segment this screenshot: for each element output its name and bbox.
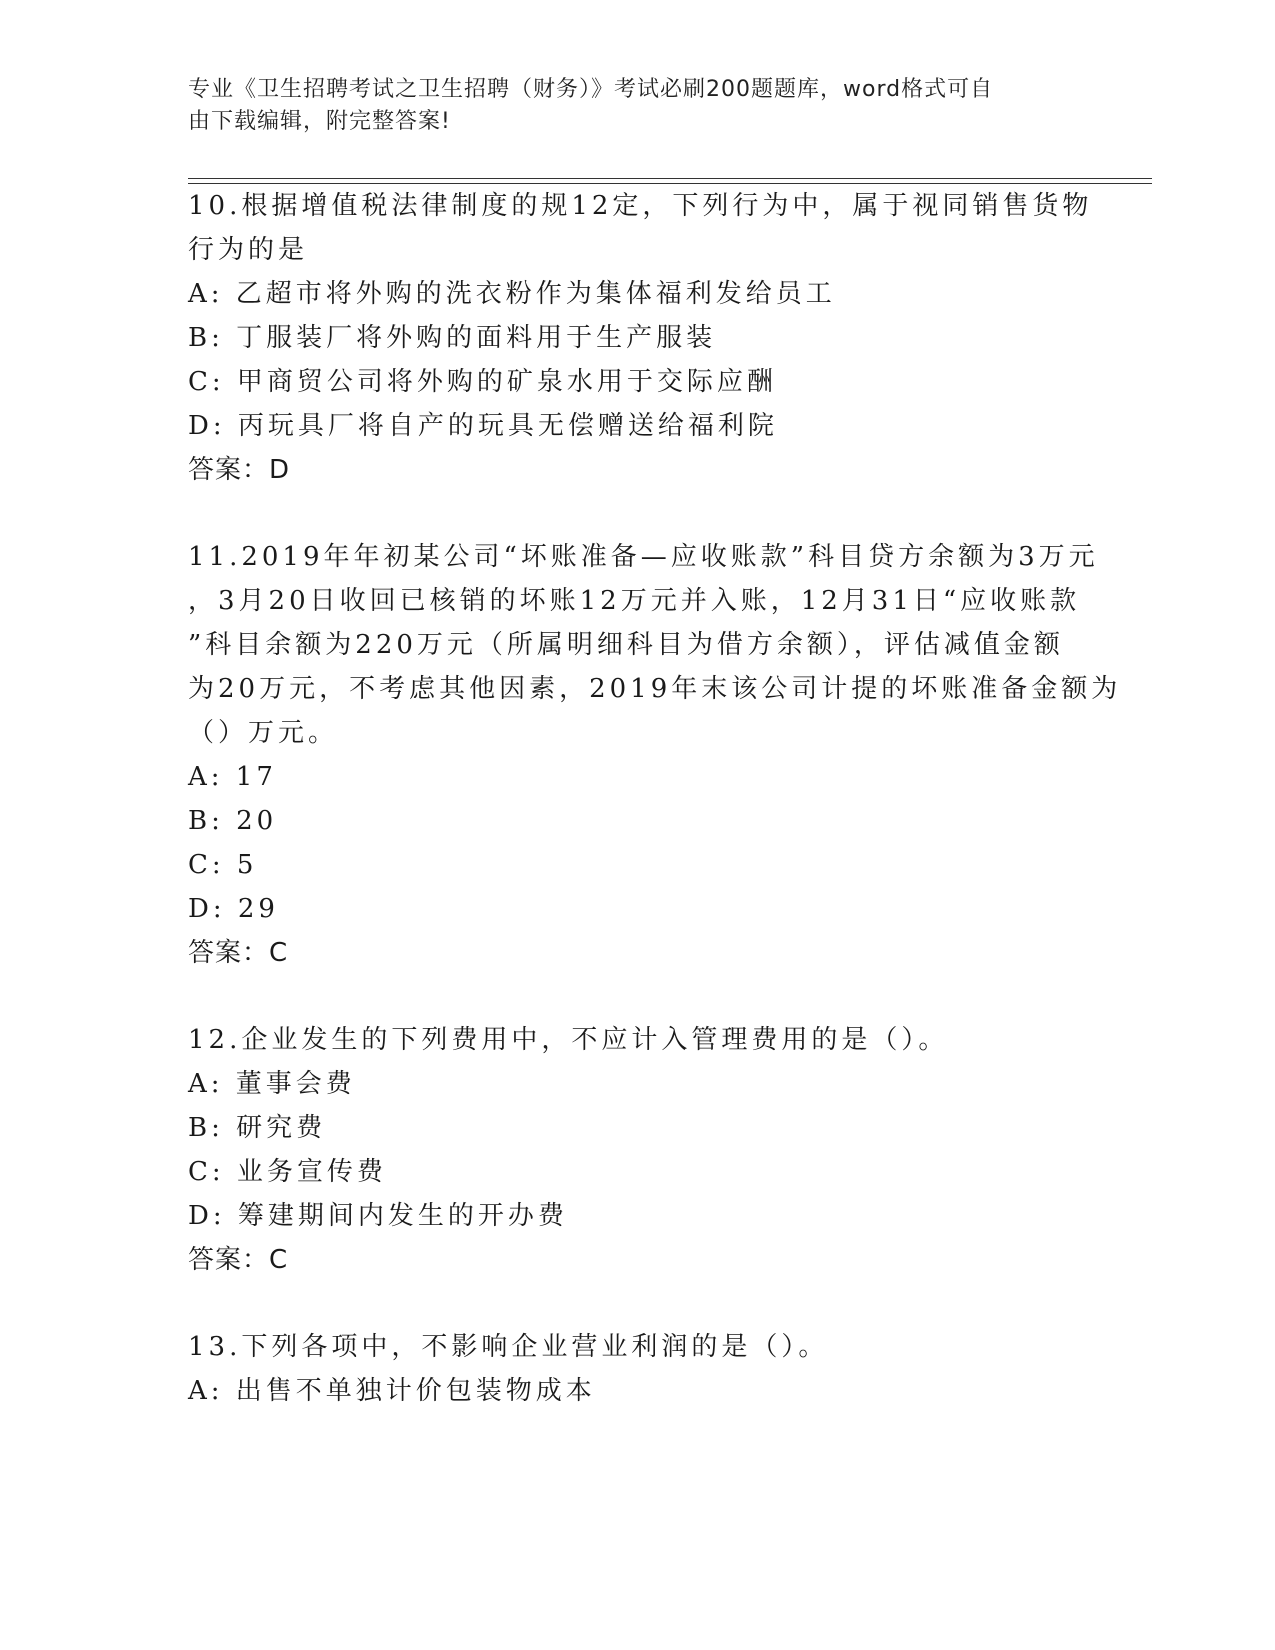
question-10-answer: 答案：D xyxy=(188,455,291,485)
question-11-stem-line-4: 为20万元，不考虑其他因素，2019年末该公司计提的坏账准备金额为 xyxy=(188,674,1122,704)
question-13-option-a: A: 出售不单独计价包装物成本 xyxy=(188,1376,596,1406)
question-10-option-b: B: 丁服装厂将外购的面料用于生产服装 xyxy=(188,323,717,353)
question-11-option-b: B: 20 xyxy=(188,806,278,836)
question-10-stem-line-1: 10.根据增值税法律制度的规12定，下列行为中，属于视同销售货物 xyxy=(188,191,1093,221)
question-13-stem-line-1: 13.下列各项中，不影响企业营业利润的是（）。 xyxy=(188,1332,829,1362)
question-11-stem-line-1: 11.2019年年初某公司“坏账准备—应收账款”科目贷方余额为3万元 xyxy=(188,542,1099,572)
question-11-answer: 答案：C xyxy=(188,938,289,968)
question-12-answer: 答案：C xyxy=(188,1245,289,1275)
header-line-1: 专业《卫生招聘考试之卫生招聘（财务）》考试必刷200题题库，word格式可自 xyxy=(188,77,994,102)
question-11-stem-line-2: ，3月20日收回已核销的坏账12万元并入账，12月31日“应收账款 xyxy=(188,586,1081,616)
question-11-option-a: A: 17 xyxy=(188,762,277,792)
header-divider-bottom xyxy=(188,183,1152,184)
header-line-2: 由下载编辑，附完整答案! xyxy=(188,109,451,134)
question-12-option-a: A: 董事会费 xyxy=(188,1069,356,1099)
question-12-option-c: C: 业务宣传费 xyxy=(188,1157,387,1187)
question-11-stem-line-5: （）万元。 xyxy=(188,718,339,748)
question-12-option-b: B: 研究费 xyxy=(188,1113,327,1143)
question-12-option-d: D: 筹建期间内发生的开办费 xyxy=(188,1201,568,1231)
question-10-stem-line-2: 行为的是 xyxy=(188,235,309,265)
question-10-option-a: A: 乙超市将外购的洗衣粉作为集体福利发给员工 xyxy=(188,279,836,309)
question-11-option-c: C: 5 xyxy=(188,850,258,880)
question-10-option-c: C: 甲商贸公司将外购的矿泉水用于交际应酬 xyxy=(188,367,777,397)
header-divider-top xyxy=(188,178,1152,179)
document-header xyxy=(188,74,1068,138)
question-11-stem-line-3: ”科目余额为220万元（所属明细科目为借方余额），评估减值金额 xyxy=(188,630,1064,660)
question-11-option-d: D: 29 xyxy=(188,894,279,924)
question-12-stem-line-1: 12.企业发生的下列费用中，不应计入管理费用的是（）。 xyxy=(188,1025,949,1055)
question-10-option-d: D: 丙玩具厂将自产的玩具无偿赠送给福利院 xyxy=(188,411,778,441)
